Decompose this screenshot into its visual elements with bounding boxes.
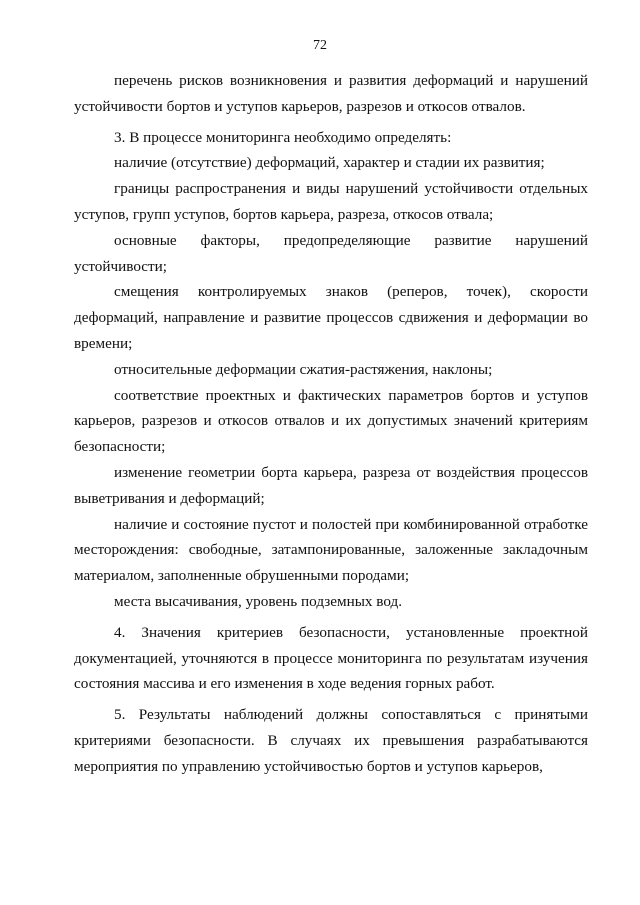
paragraph-risk-list: перечень рисков возникновения и развития деформаций и нарушений устойчивости бортов и уступов карьеров, разрезов и откосов отвалов.	[74, 72, 588, 115]
paragraph-deformation-presence: наличие (отсутствие) деформаций, характер и стадии их развития;	[114, 154, 545, 172]
document-body	[74, 68, 588, 780]
page-number: 72	[313, 38, 327, 53]
paragraph-parameters-compliance: соответствие проектных и фактических параметров бортов и уступов карьеров, разрезов и откосов отвалов и их допустимых значений критериям безопасности;	[74, 386, 588, 456]
paragraph-main-factors: основные факторы, предопределяющие развитие нарушений устойчивости;	[74, 231, 588, 275]
paragraph-item-3: 3. В процессе мониторинга необходимо определять:	[114, 128, 452, 146]
paragraph-groundwater: места высачивания, уровень подземных вод.	[114, 592, 403, 610]
paragraph-geometry-change: изменение геометрии борта карьера, разреза от воздействия процессов выветривания и деформаций;	[74, 463, 588, 507]
paragraph-item-4: 4. Значения критериев безопасности, установленные проектной документацией, уточняются в процессе мониторинга по результатам изучения состояния массива и его изменения в ходе ведения горных работ.	[74, 623, 588, 693]
paragraph-item-5: 5. Результаты наблюдений должны сопоставляться с принятыми критериями безопасности. В случаях их превышения разрабатываются мероприятия по управлению устойчивостью бортов и уступов карьеров,	[74, 706, 588, 775]
paragraph-displacements: смещения контролируемых знаков (реперов, точек), скорости деформаций, направление и развитие процессов сдвижения и деформации во времени;	[74, 283, 588, 352]
paragraph-stability-boundaries: границы распространения и виды нарушений устойчивости отдельных уступов, групп уступов, бортов карьера, разреза, откосов отвала;	[74, 180, 588, 223]
paragraph-relative-deformations: относительные деформации сжатия-растяжения, наклоны;	[114, 360, 493, 378]
paragraph-voids: наличие и состояние пустот и полостей при комбинированной отработке месторождения: свободные, затампонированные, заложенные закладочным материалом, заполненные обрушенными породами;	[74, 515, 588, 585]
